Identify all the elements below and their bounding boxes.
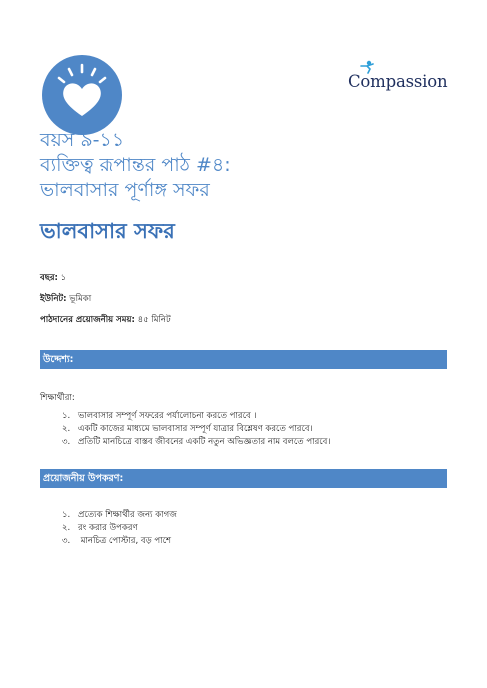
unit-row [40, 292, 91, 306]
compassion-logo [345, 60, 448, 96]
objectives-list [62, 410, 330, 449]
objectives-intro: শিক্ষার্থীরা: [40, 393, 75, 403]
year-value: ১ [57, 273, 67, 283]
list-item: ২. একটি কাজের মাধ্যমে ভালবাসার সম্পূর্ণ যাত্রার বিশ্লেষণ করতে পারবে। [62, 424, 313, 434]
unit-value: ভূমিকা [66, 294, 92, 304]
list-item: ৩. মানচিত্র পোস্টার, বড় পাশে [62, 536, 172, 546]
materials-list [62, 509, 177, 548]
age-line: বয়স ৯-১১ [40, 129, 125, 151]
list-item: ৩. প্রতিটি মানচিত্রে বাস্তব জীবনের একটি নতুন অভিজ্ঞতার নাম বলতে পারবে। [62, 437, 331, 447]
heart-icon [42, 55, 122, 135]
materials-heading: প্রয়োজনীয় উপকরণ: [40, 469, 447, 488]
subtitle-line: ভালবাসার পূর্ণাঙ্গ সফর [40, 179, 210, 201]
time-row [40, 313, 171, 327]
unit-label: ইউনিট: [40, 294, 67, 304]
year-row [40, 271, 66, 285]
list-item: ১. ভালবাসার সম্পূর্ণ সফরের পর্যালোচনা করতে পারবে । [62, 411, 257, 421]
time-value: ৪৫ মিনিট [134, 315, 171, 325]
list-item: ২. রং করার উপকরণ [62, 523, 138, 533]
lesson-header [40, 128, 460, 203]
logo-text: Compassion [348, 72, 448, 91]
list-item: ১. প্রত্যেক শিক্ষার্থীর জন্য কাগজ [62, 510, 177, 520]
objectives-heading: উদ্দেশ্য: [40, 350, 447, 369]
time-label: পাঠদানের প্রয়োজনীয় সময়: [40, 315, 135, 325]
heart-badge [42, 55, 122, 135]
page-title: ভালবাসার সফর [40, 219, 175, 243]
year-label: বছর: [40, 273, 58, 283]
lesson-line: ব্যক্তিত্ব রূপান্তর পাঠ #৪: [40, 154, 231, 176]
